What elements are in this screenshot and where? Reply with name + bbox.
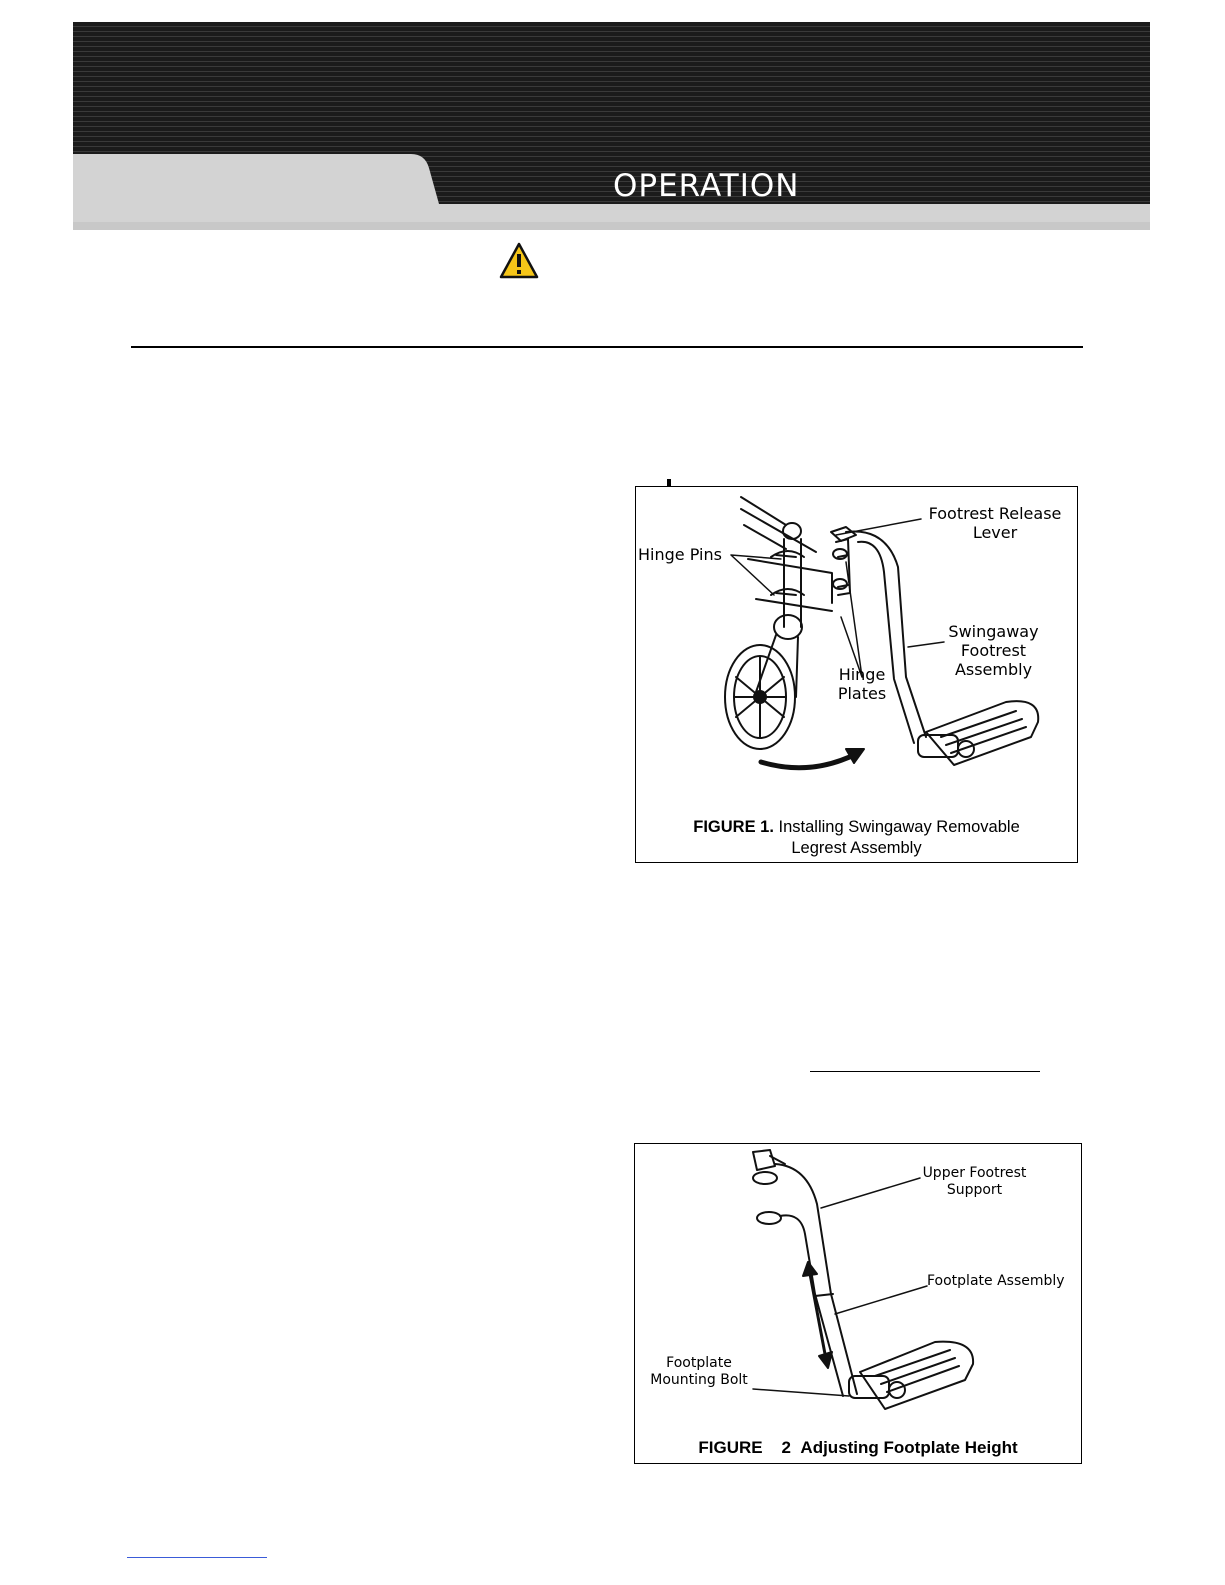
banner-gray-tab xyxy=(73,22,1150,230)
figure-1 xyxy=(635,486,1078,863)
label-swingaway-line3: Assembly xyxy=(954,660,1033,679)
figure-1-caption-number: FIGURE 1. xyxy=(693,818,774,836)
label-swingaway-assembly xyxy=(941,622,1046,679)
label-footplate-mounting-bolt xyxy=(643,1355,755,1389)
header-banner xyxy=(73,22,1150,230)
label-swingaway-line1: Swingaway xyxy=(948,622,1039,641)
page-title: OPERATION xyxy=(613,168,800,204)
figure-2-caption xyxy=(635,1438,1081,1458)
label-hinge-pins: Hinge Pins xyxy=(638,545,722,564)
label-upper-footrest-support xyxy=(917,1165,1032,1199)
label-release-lever-line1: Footrest Release xyxy=(928,504,1062,523)
label-upper-support-line1: Upper Footrest xyxy=(922,1165,1027,1181)
figure-2 xyxy=(634,1143,1082,1464)
figure-1-caption-line1: Installing Swingaway Removable xyxy=(778,818,1020,836)
label-release-lever xyxy=(920,504,1070,542)
label-swingaway-line2: Footrest xyxy=(960,641,1027,660)
underline-rule xyxy=(810,1071,1040,1072)
label-mounting-bolt-line2: Mounting Bolt xyxy=(650,1372,748,1388)
label-mounting-bolt-line1: Footplate xyxy=(666,1355,732,1371)
figure-2-caption-number: 2 xyxy=(781,1438,791,1457)
banner-shadow xyxy=(73,222,1150,230)
label-upper-support-line2: Support xyxy=(946,1182,1003,1198)
label-hinge-plates xyxy=(832,665,892,703)
warning-icon xyxy=(499,242,539,280)
label-release-lever-line2: Lever xyxy=(972,523,1018,542)
figure-1-caption-line2: Legrest Assembly xyxy=(791,839,922,857)
stray-mark xyxy=(667,479,671,486)
label-hinge-plates-line2: Plates xyxy=(837,684,887,703)
figure-2-caption-label: FIGURE xyxy=(698,1438,763,1457)
footer-link-underline xyxy=(127,1557,267,1558)
figure-1-caption xyxy=(636,817,1077,859)
label-footplate-assembly: Footplate Assembly xyxy=(927,1273,1065,1289)
figure-2-caption-text: Adjusting Footplate Height xyxy=(800,1438,1018,1457)
label-hinge-plates-line1: Hinge xyxy=(838,665,886,684)
section-divider xyxy=(131,346,1083,348)
